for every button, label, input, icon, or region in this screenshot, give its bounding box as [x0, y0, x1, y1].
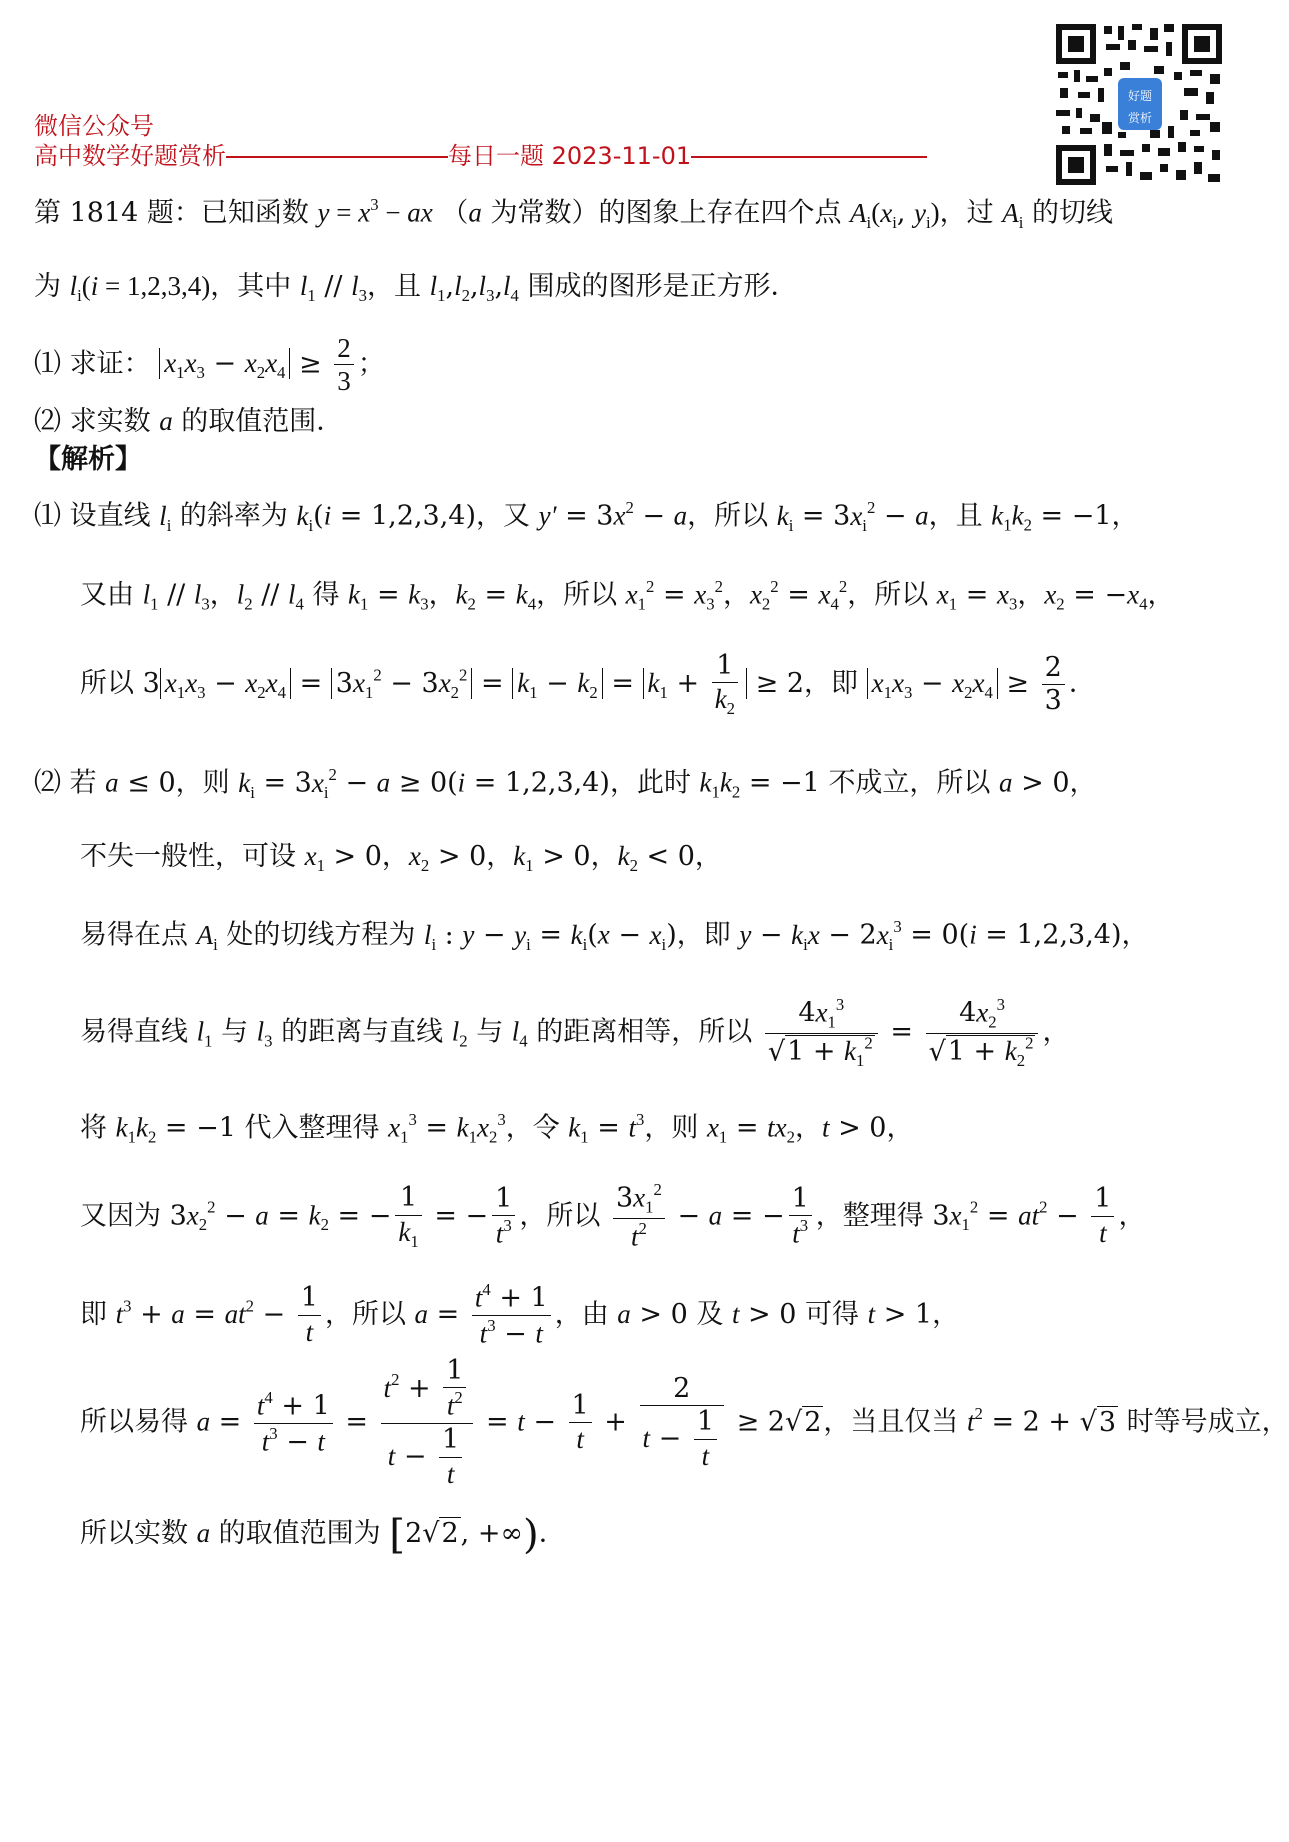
problem-line-1: 第 1814 题：已知函数 $y = x^3$ − ax （a 为常数）的图象上存在四个点 $A_i(x_i$, $y_i$)，过 $A_i$ 的切线	[34, 195, 1113, 232]
sol1-line-2: 又由 $l_1 // l_3$，$l_2 // l_4$ 得 $k_1 = k_3$，$k_2 = k_4$，所以 $x_1^2 = x_3^2$，$x_2^2 = x_4^2$，所以 $x_1 = x_3$，$x_2 = -x_4$，	[80, 577, 1175, 614]
problem-line-2: 为 $l_i(i = 1,2,3,4)$，其中 $l_1 // l_3$，且 $l_1,l_2,l_3,l_4$ 围成的图形是正方形．	[34, 271, 798, 305]
sol2-line-8: 所以易得 a = $\frac{t^4 + 1}{t^3 - t}$ = $t^2$ + $\frac{1}{t^2}$ t − $\frac{1}{t}$ = t − $\frac{1}{t}$ + 2 t − $\frac{1}{t}$ ≥ 2√2，当且仅当 $t^2 = 2 + √3$ 时等号成立，	[80, 1355, 1289, 1489]
problem-prefix: 第 1814 题：已知函数	[34, 197, 309, 229]
final-text: 所以实数	[80, 1517, 188, 1549]
svg-text:赏析: 赏析	[1127, 111, 1153, 125]
sol2-line-4: 易得直线 $l_1$ 与 $l_3$ 的距离与直线 $l_2$ 与 $l_4$ 的距离相等，所以 $\frac{4x_1^3}{√1 + k_1^2}$ = $\frac{4x_2^3}{√1 + k_2^2}$ ，	[80, 995, 1070, 1071]
part1-label: ⑴ 求证：	[34, 348, 151, 380]
account-name: 高中数学好题赏析	[34, 142, 226, 170]
part2-tail: 的取值范围．	[181, 406, 344, 437]
part-1: ⑴ 求证： $x_1x_3 - x_2x_4$ ≥ $\frac{2}{3}$ ；	[34, 333, 385, 397]
sol1-label: ⑴	[34, 500, 61, 532]
header-rule-right	[691, 156, 927, 158]
sol1-line-3: 所以 3 $x_1x_3 - x_2x_4 = 3x_1^2 - 3x_2^2 = k_1 - k_2 = k_1$ + $\frac{1}{k_2}$ ≥ 2，即 $x_1x_3 - x_2x_4$ ≥ $\frac{2}{3}$ ．	[80, 650, 1096, 719]
daily-label: 每日一题 2023-11-01	[448, 142, 692, 170]
sol2-line-3: 易得在点 $A_i$ 处的切线方程为 $l_i$ : $y - y_i = k_i(x - x_i)$，即 $y - k_ix - 2x_i^3 = 0(i = 1,2,3,4)$，	[80, 917, 1149, 954]
sol2-final: 所以实数 a 的取值范围为 [2√2, +∞)．	[80, 1510, 566, 1558]
sol1-line-1: ⑴ 设直线 $l_i$ 的斜率为 $k_i(i = 1,2,3,4)$，又 $y' = 3x^2 - a$，所以 $k_i = 3x_i^2 - a$，且 $k_1k_2 = -1$，	[34, 498, 1139, 535]
header-bar	[34, 136, 927, 171]
svg-text:好题: 好题	[1127, 89, 1153, 103]
sol2-line-6: 又因为 $3x_2^2 - a = k_2$ = − $\frac{1}{k_1}$ = − $\frac{1}{t^3}$ ，所以 $\frac{3x_1^2}{t^2}$ − a = − $\frac{1}{t^3}$ ，整理得 $3x_1^2 = at^2$ − $\frac{1}{t}$ ，	[80, 1180, 1146, 1252]
header-rule-left	[226, 156, 448, 158]
sol2-line-2: 不失一般性，可设 $x_1 > 0$，$x_2 > 0$，$k_1 > 0$，$k_2 < 0$，	[80, 841, 722, 875]
qr-code	[1054, 22, 1224, 187]
sol2-line-1: ⑵ 若 a ≤ 0，则 $k_i = 3x_i^2 - a \ge 0(i = 1,2,3,4)$，此时 $k_1k_2 = -1$ 不成立，所以 a > 0，	[34, 765, 1097, 802]
account-label: 微信公众号	[34, 112, 154, 140]
sol2-line-7: 即 $t^3 + a = at^2$ − $\frac{1}{t}$ ，所以 a = $\frac{t^4 + 1}{t^3 - t}$ ，由 a > 0 及 t > 0 可得 t > 1，	[80, 1280, 960, 1350]
sol2-label: ⑵	[34, 767, 61, 799]
problem-line2-text: 围成的图形是正方形．	[527, 271, 798, 302]
solution-heading: 【解析】	[34, 444, 142, 475]
part-2: ⑵ 求实数 a 的取值范围．	[34, 406, 344, 437]
part2-label: ⑵ 求实数	[34, 406, 151, 437]
sol2-line-5: 将 $k_1k_2 = -1$ 代入整理得 $x_1^3 = k_1x_2^3$，令 $k_1 = t^3$，则 $x_1 = tx_2$，t > 0，	[80, 1110, 914, 1147]
